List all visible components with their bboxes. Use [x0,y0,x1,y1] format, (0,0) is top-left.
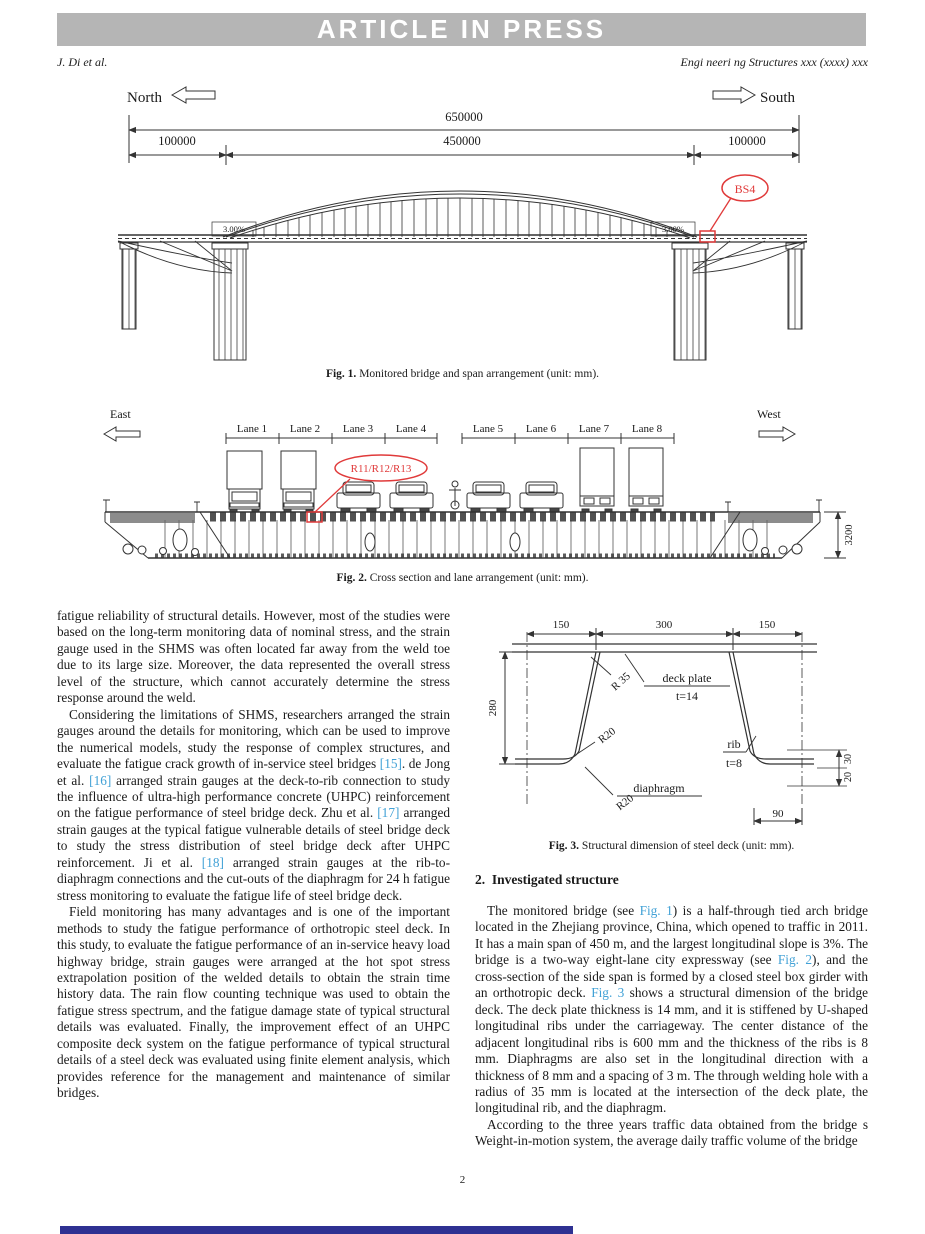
running-head-authors: J. Di et al. [57,55,108,69]
van-lane8 [629,448,663,512]
paragraph: Considering the limitations of SHMS, researchers arranged the strain gauges around the details for monitoring, which can be used to improve the numerical models, study the response of complex structures, and evaluate the fatigue crack growth of in-service steel bridges [15]. de Jong et al. [16] arranged strain gauges at the deck-to-rib connection to study the influence of ultra-high performance concrete (UHPC) reinforcement on the fatigue performance of steel bridge deck. Zhu et al. [17] arranged strain gauges at the typical fatigue vulnerable details of steel bridge deck to study the stress distribution of steel bridge deck after UHPC reinforcement. Ji et al. [18] arranged strain gauges at the rib-to-diaphragm connections and the cut-outs of the diaphragm for 24 h fatigue stress monitoring to evaluate the fatigue life of steel bridge deck. [57,706,451,903]
fig2-dim-3200: 3200 [844,524,855,546]
fig3-link[interactable]: Fig. 3 [591,985,625,1001]
bs4-leader [710,198,731,231]
paragraph: According to the three years traffic data obtained from the bridge s Weight-in-motion system, the average daily traffic volume of the bridge [475,1116,868,1149]
pier-cap-left [212,243,248,249]
fig1-dim-100000-right: 100000 [728,134,766,148]
fig3-caption-label: Fig. 3. [548,840,580,852]
fig2-lane-4: Lane 4 [395,423,427,435]
running-head-journal: Engi neeri ng Structures xxx (xxxx) xxx [680,55,868,69]
fig1-dim-450000: 450000 [443,134,481,148]
girder-stiffeners [155,520,775,558]
section-heading: 2. Investigated structure [475,872,619,887]
fig2-west-label: West [757,407,781,421]
rib-wall-right-inner [729,652,814,759]
fig3-dim-20: 20 [843,772,854,782]
fig1-slope-left: 3.00% [223,224,245,234]
fig3-r20-upper: R20 [596,725,619,747]
car-lane5 [467,482,510,512]
fig2-caption-label: Fig. 2. [336,572,367,584]
fig2-link[interactable]: Fig. 2 [777,952,813,968]
fig3-dim-30: 30 [843,754,854,764]
fig1-link[interactable]: Fig. 1 [639,903,673,918]
fig2-lane-6: Lane 6 [525,423,557,435]
fig1-bridge-elevation [60,85,865,365]
fig3-dim-90: 90 [772,808,784,820]
car-lane6 [520,482,563,512]
ref-18[interactable]: [18] [201,854,224,870]
fig3-steel-deck-detail [487,612,877,844]
pier-cap-right [672,243,708,249]
fig3-r35-label: R 35 [609,670,633,694]
van-lane7 [580,448,614,512]
fig3-caption: Fig. 3. Structural dimension of steel deck (unit: mm). [548,840,795,852]
fig2-lane-1: Lane 1 [236,423,268,435]
fig3-t14-label: t=14 [675,689,699,703]
car-lane4 [390,482,433,512]
fig2-lane-7: Lane 7 [578,423,610,435]
fig1-dim-650000: 650000 [445,110,483,124]
paragraph: fatigue reliability of structural details. However, most of the studies were based on the long-term monitoring data of nominal stress, and the strain gauge used in the SHMS was often located far away from the weld toe due to its large size. Moreover, the data represented the overall stress level of the structure, which cannot accurately determine the stress response around the weld. [57,608,450,706]
fig1-dim-100000-left: 100000 [158,134,196,148]
sidewalk-left [110,513,195,523]
fig3-t8-label: t=8 [725,756,743,770]
fig3-deck-plate-label: deck plate [662,671,712,685]
south-arrow-icon [713,87,755,103]
fig1-caption: Fig. 1. Monitored bridge and span arrangement (unit: mm). [325,368,600,380]
fig3-dim-150-left: 150 [552,619,570,631]
right-column [475,903,868,1150]
article-in-press-banner: ARTICLE IN PRESS [57,13,866,46]
ref-16[interactable]: [16] [89,772,112,788]
fig2-lane-3: Lane 3 [342,423,374,435]
fig3-r20-lower: R20 [614,792,637,814]
fig2-lane-8: Lane 8 [631,423,663,435]
fig1-south-label: South [760,90,796,106]
truck-lane2 [281,451,316,512]
manhole-left [173,529,187,551]
fig2-caption: Fig. 2. Cross section and lane arrangement (unit: mm). [336,572,589,584]
fig1-north-label: North [127,90,162,106]
paragraph: The monitored bridge (see Fig. 1) is a half-through tied arch bridge located in the Zhejiang province, China, which opened to traffic in 2011. It has a main span of 450 m, and the largest longitudinal slope is 3%. The bridge is a two-way eight-lane city expressway (see Fig. 2), and the cross-section of the side span is formed by a closed steel box girder with an orthotropic deck. Fig. 3 shows a structural dimension of the bridge deck. The deck plate thickness is 14 mm, and it is stiffened by U-shaped longitudinal ribs under the carriageway. The center distance of the adjacent longitudinal ribs is 600 mm and the thickness of the ribs is 8 mm. Diaphragms are also set in the longitudinal direction with a thickness of 8 mm and a spacing of 3 m. The through welding hole with a radius of 35 mm is located at the intersection of the deck plate, the longitudinal rib, and the diaphragm. [475,903,869,1116]
fig1-bs4-label: BS4 [734,182,756,196]
fig3-dim-280: 280 [487,699,499,717]
rib-wall-left-inner [515,652,600,759]
ref-15[interactable]: [15] [379,756,402,772]
paragraph: Field monitoring has many advantages and is one of the important methods to study the fatigue performance of orthotropic steel deck. In this study, to evaluate the fatigue performance of an in-service heavy load highway bridge, strain gauges were arranged at the hot spot stress extrapolation position of the welded details to obtain the strain time history data. The rain flow counting technique was used to obtain the fatigue stress spectrum, and the fatigue damage state of typical structural details was evaluated. Finally, the improvement effect of an UHPC composite deck system on the fatigue performance of typical structural details of a steel deck was evaluated using finite element analysis, which provides reference for the management and maintenance of similar bridges. [57,904,450,1101]
pier-outer-left [122,249,136,329]
car-lane3 [337,482,380,512]
west-arrow-icon [759,427,795,441]
pier-main-right [674,249,706,360]
ref-17[interactable]: [17] [377,805,400,821]
left-column [57,608,450,1102]
bs4-location-box [700,231,715,242]
fig2-east-label: East [110,407,131,421]
truck-lane1 [227,451,262,512]
pier-main-left [214,249,246,360]
fig1-slope-right: 3.00% [662,224,684,234]
manhole-right [743,529,757,551]
fig3-dim-300: 300 [655,619,673,631]
fig2-sensor-label: R11/R12/R13 [350,463,412,475]
footer-progress-bar [60,1226,573,1234]
fig3-dim-150-right: 150 [758,619,776,631]
pier-outer-right [788,249,802,329]
fig1-caption-label: Fig. 1. [325,368,357,380]
page-number: 2 [459,1174,466,1186]
north-arrow-icon [172,87,215,103]
east-arrow-icon [104,427,140,441]
fig3-rib-label: rib [727,737,741,751]
fig2-lane-5: Lane 5 [472,423,504,435]
fig3-diaphragm-label: diaphragm [633,781,685,795]
fig2-cross-section [60,400,865,600]
fig2-lane-2: Lane 2 [289,423,321,435]
sidewalk-right [728,513,813,523]
sensor-leader [315,479,350,512]
motorcycle-median [449,481,461,509]
arch-hangers [253,198,667,237]
